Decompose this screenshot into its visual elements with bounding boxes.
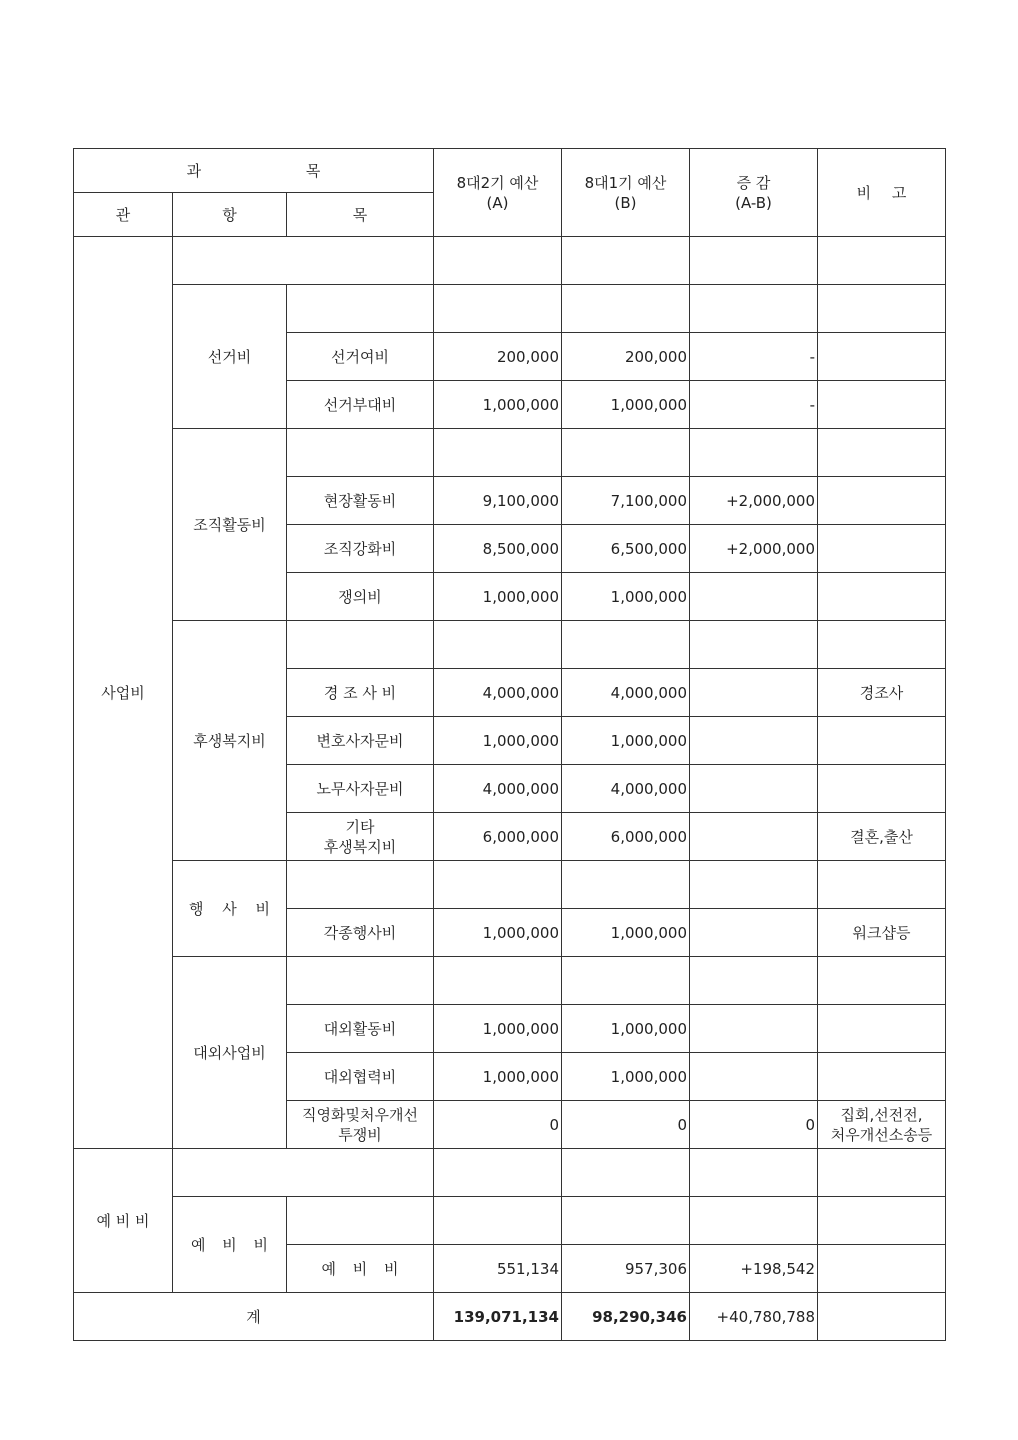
value-a: 1,000,000 (434, 1005, 562, 1053)
value-diff (690, 1053, 818, 1101)
empty-cell (690, 237, 818, 285)
note-line: 집회,선전전, (840, 1105, 923, 1124)
value-diff: - (690, 333, 818, 381)
value-a: 551,134 (434, 1245, 562, 1293)
note-cell (818, 381, 946, 429)
value-b: 957,306 (562, 1245, 690, 1293)
value-diff: +198,542 (690, 1245, 818, 1293)
value-b: 1,000,000 (562, 909, 690, 957)
note-cell (818, 333, 946, 381)
empty-cell (818, 1149, 946, 1197)
empty-cell (287, 1197, 434, 1245)
empty-cell (690, 1149, 818, 1197)
value-diff (690, 717, 818, 765)
hang-welfare: 후생복지비 (173, 621, 287, 861)
note-line: 처우개선소송등 (830, 1125, 933, 1144)
gwan-reserve: 예 비 비 (74, 1149, 173, 1293)
mok-cell (287, 813, 434, 861)
header-col-b-code: (B) (614, 193, 637, 212)
mok-line: 직영화및처우개선 (302, 1105, 418, 1124)
value-b: 1,000,000 (562, 573, 690, 621)
empty-cell (562, 429, 690, 477)
hang-organization: 조직활동비 (173, 429, 287, 621)
empty-cell (287, 861, 434, 909)
mok-cell: 현장활동비 (287, 477, 434, 525)
empty-cell (818, 237, 946, 285)
table-row (74, 1149, 946, 1197)
value-diff (690, 909, 818, 957)
value-b: 1,000,000 (562, 1005, 690, 1053)
header-subject (74, 149, 434, 193)
value-b: 6,500,000 (562, 525, 690, 573)
note-cell (818, 1101, 946, 1149)
empty-cell (562, 237, 690, 285)
note-cell (818, 765, 946, 813)
mok-cell: 변호사자문비 (287, 717, 434, 765)
mok-cell: 쟁의비 (287, 573, 434, 621)
table-row (74, 237, 946, 285)
value-a: 200,000 (434, 333, 562, 381)
note-cell (818, 573, 946, 621)
mok-cell: 대외협력비 (287, 1053, 434, 1101)
empty-cell (434, 621, 562, 669)
empty-cell (818, 285, 946, 333)
value-diff (690, 573, 818, 621)
mok-cell: 대외활동비 (287, 1005, 434, 1053)
table-row (74, 285, 946, 333)
header-subject-text: 과 목 (186, 161, 321, 180)
empty-cell (818, 957, 946, 1005)
mok-cell: 예 비 비 (287, 1245, 434, 1293)
empty-cell (690, 285, 818, 333)
table-row (74, 957, 946, 1005)
note-cell (818, 1005, 946, 1053)
empty-cell (434, 957, 562, 1005)
value-b: 6,000,000 (562, 813, 690, 861)
mok-cell: 경 조 사 비 (287, 669, 434, 717)
gwan-business: 사업비 (74, 237, 173, 1149)
empty-cell (562, 621, 690, 669)
empty-cell (287, 957, 434, 1005)
empty-cell (434, 237, 562, 285)
value-a: 1,000,000 (434, 1053, 562, 1101)
hang-external: 대외사업비 (173, 957, 287, 1149)
empty-cell (434, 861, 562, 909)
value-a: 0 (434, 1101, 562, 1149)
total-label: 계 (74, 1293, 434, 1341)
mok-cell: 선거부대비 (287, 381, 434, 429)
total-diff: +40,780,788 (690, 1293, 818, 1341)
header-col-a (434, 149, 562, 237)
mok-cell: 선거여비 (287, 333, 434, 381)
empty-cell (173, 1149, 434, 1197)
value-b: 7,100,000 (562, 477, 690, 525)
value-b: 1,000,000 (562, 1053, 690, 1101)
empty-cell (562, 861, 690, 909)
note-cell (818, 1053, 946, 1101)
value-a: 4,000,000 (434, 669, 562, 717)
header-col-diff-code: (A-B) (735, 193, 772, 212)
header-col-note (818, 149, 946, 237)
empty-cell (434, 429, 562, 477)
empty-cell (287, 429, 434, 477)
total-row (74, 1293, 946, 1341)
value-a: 1,000,000 (434, 573, 562, 621)
mok-line: 투쟁비 (338, 1125, 382, 1144)
note-cell (818, 717, 946, 765)
note-cell (818, 1245, 946, 1293)
mok-cell: 각종행사비 (287, 909, 434, 957)
empty-cell (818, 1293, 946, 1341)
header-col-diff-label: 증 감 (736, 173, 771, 192)
empty-cell (434, 1197, 562, 1245)
hang-election: 선거비 (173, 285, 287, 429)
mok-cell: 조직강화비 (287, 525, 434, 573)
table-row (74, 861, 946, 909)
empty-cell (818, 861, 946, 909)
header-col-b (562, 149, 690, 237)
empty-cell (690, 861, 818, 909)
value-a: 8,500,000 (434, 525, 562, 573)
value-b: 4,000,000 (562, 765, 690, 813)
table-row (74, 621, 946, 669)
value-a: 1,000,000 (434, 381, 562, 429)
header-col-note-text: 비 고 (856, 183, 907, 202)
empty-cell (818, 429, 946, 477)
value-diff (690, 1005, 818, 1053)
value-diff: - (690, 381, 818, 429)
empty-cell (562, 957, 690, 1005)
empty-cell (690, 1197, 818, 1245)
empty-cell (287, 621, 434, 669)
header-col-diff (690, 149, 818, 237)
value-diff: +2,000,000 (690, 477, 818, 525)
value-diff: +2,000,000 (690, 525, 818, 573)
value-b: 200,000 (562, 333, 690, 381)
header-col-b-label: 8대1기 예산 (584, 173, 667, 192)
value-a: 6,000,000 (434, 813, 562, 861)
note-cell: 경조사 (818, 669, 946, 717)
empty-cell (434, 285, 562, 333)
total-a: 139,071,134 (434, 1293, 562, 1341)
value-a: 9,100,000 (434, 477, 562, 525)
note-cell (818, 525, 946, 573)
empty-cell (562, 1149, 690, 1197)
note-cell: 결혼,출산 (818, 813, 946, 861)
value-b: 0 (562, 1101, 690, 1149)
empty-cell (818, 1197, 946, 1245)
value-diff (690, 813, 818, 861)
header-hang: 항 (173, 193, 287, 237)
header-col-a-label: 8대2기 예산 (456, 173, 539, 192)
header-col-a-code: (A) (486, 193, 509, 212)
value-b: 1,000,000 (562, 381, 690, 429)
header-mok: 목 (287, 193, 434, 237)
value-a: 1,000,000 (434, 909, 562, 957)
empty-cell (562, 1197, 690, 1245)
mok-line: 기타 (345, 817, 375, 836)
empty-cell (562, 285, 690, 333)
note-cell: 워크샵등 (818, 909, 946, 957)
hang-reserve: 예 비 비 (173, 1197, 287, 1293)
budget-table (73, 148, 946, 1341)
total-b: 98,290,346 (562, 1293, 690, 1341)
value-diff (690, 765, 818, 813)
value-b: 4,000,000 (562, 669, 690, 717)
value-diff: 0 (690, 1101, 818, 1149)
note-cell (818, 477, 946, 525)
value-b: 1,000,000 (562, 717, 690, 765)
empty-cell (690, 429, 818, 477)
empty-cell (690, 621, 818, 669)
empty-cell (287, 285, 434, 333)
empty-cell (173, 237, 434, 285)
value-a: 1,000,000 (434, 717, 562, 765)
mok-cell: 노무사자문비 (287, 765, 434, 813)
empty-cell (434, 1149, 562, 1197)
header-row-1 (74, 149, 946, 193)
header-gwan: 관 (74, 193, 173, 237)
empty-cell (818, 621, 946, 669)
mok-cell (287, 1101, 434, 1149)
value-diff (690, 669, 818, 717)
hang-event: 행 사 비 (173, 861, 287, 957)
empty-cell (690, 957, 818, 1005)
value-a: 4,000,000 (434, 765, 562, 813)
table-row (74, 429, 946, 477)
mok-line: 후생복지비 (323, 837, 397, 856)
table-row (74, 1197, 946, 1245)
